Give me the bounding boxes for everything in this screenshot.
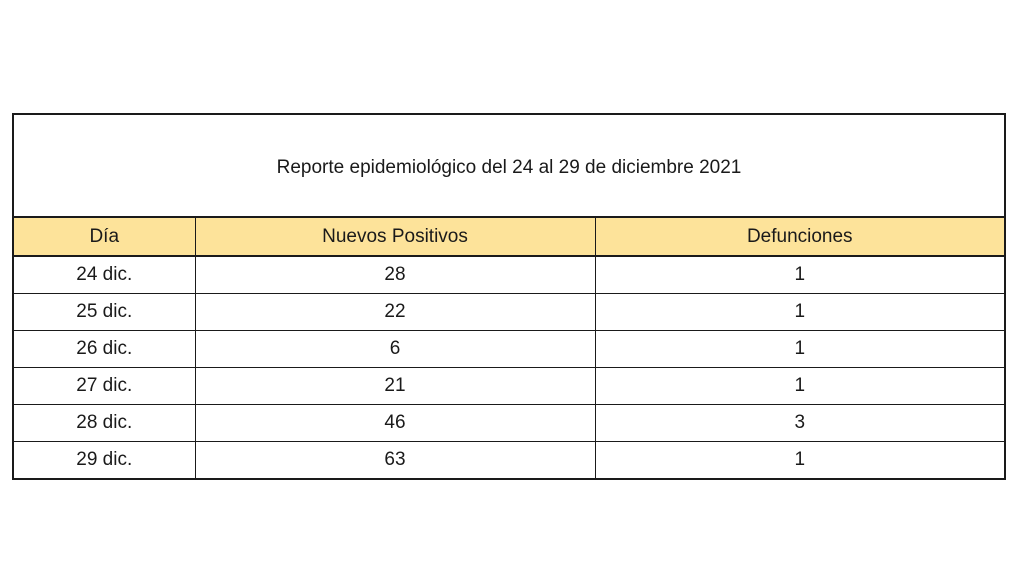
cell-new-positives: 63 xyxy=(195,442,595,479)
cell-day: 29 dic. xyxy=(14,442,195,479)
epidemiological-table xyxy=(14,218,1004,478)
table-row xyxy=(14,256,1004,294)
column-header-day: Día xyxy=(14,218,195,256)
cell-deaths: 1 xyxy=(595,256,1004,294)
cell-new-positives: 46 xyxy=(195,405,595,442)
cell-day: 25 dic. xyxy=(14,294,195,331)
column-header-new-positives: Nuevos Positivos xyxy=(195,218,595,256)
table-header-row xyxy=(14,218,1004,256)
column-header-deaths: Defunciones xyxy=(595,218,1004,256)
table-row xyxy=(14,294,1004,331)
cell-day: 28 dic. xyxy=(14,405,195,442)
cell-deaths: 1 xyxy=(595,368,1004,405)
table-row xyxy=(14,368,1004,405)
table-row xyxy=(14,442,1004,479)
cell-day: 24 dic. xyxy=(14,256,195,294)
table-row xyxy=(14,405,1004,442)
cell-new-positives: 28 xyxy=(195,256,595,294)
report-table-container xyxy=(12,113,1006,480)
cell-new-positives: 6 xyxy=(195,331,595,368)
table-row xyxy=(14,331,1004,368)
cell-new-positives: 22 xyxy=(195,294,595,331)
cell-day: 27 dic. xyxy=(14,368,195,405)
report-title: Reporte epidemiológico del 24 al 29 de diciembre 2021 xyxy=(14,115,1004,218)
cell-deaths: 3 xyxy=(595,405,1004,442)
cell-deaths: 1 xyxy=(595,331,1004,368)
cell-day: 26 dic. xyxy=(14,331,195,368)
cell-deaths: 1 xyxy=(794,449,806,470)
cell-deaths: 1 xyxy=(595,294,1004,331)
cell-new-positives: 21 xyxy=(195,368,595,405)
